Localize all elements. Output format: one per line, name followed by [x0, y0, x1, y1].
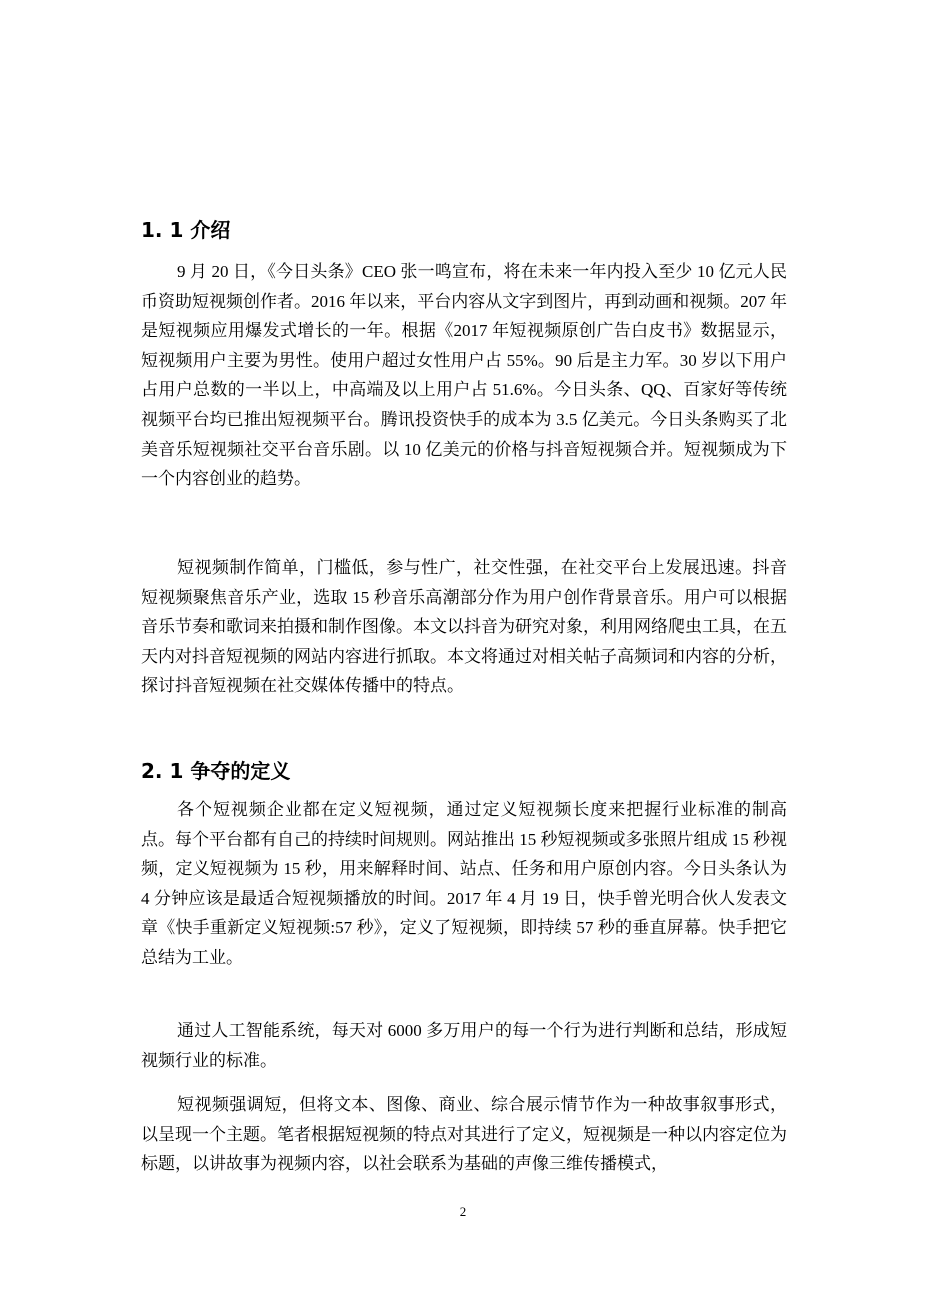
page-number: 2	[459, 1204, 467, 1219]
definition-paragraph-2: 通过人工智能系统，每天对 6000 多万用户的每一个行为进行判断和总结，形成短视频行业的标准。	[141, 1021, 787, 1070]
intro-paragraph-1: 9 月 20 日，《今日头条》CEO 张一鸣宣布，将在未来一年内投入至少 10 亿元人民币资助短视频创作者。2016 年以来，平台内容从文字到图片，再到动画和视频。207 年是短视频应用爆发式增长的一年。根据《2017 年短视频原创广告白皮书》数据显示，短视频用户主要为男性。使用户超过女性用户占 55%。90 后是主力军。30 岁以下用户占用户总数的一半以上，中高端及以上用户占 51.6%。今日头条、QQ、百家好等传统视频平台均已推出短视频平台。腾讯投资快手的成本为 3.5 亿美元。今日头条购买了北美音乐短视频社交平台音乐剧。以 10 亿美元的价格与抖音短视频合并。短视频成为下一个内容创业的趋势。	[141, 262, 787, 489]
intro-paragraph-2: 短视频制作简单，门槛低，参与性广，社交性强，在社交平台上发展迅速。抖音短视频聚焦音乐产业，选取 15 秒音乐高潮部分作为用户创作背景音乐。用户可以根据音乐节奏和歌词来拍摄和制作图像。本文以抖音为研究对象，利用网络爬虫工具，在五天内对抖音短视频的网站内容进行抓取。本文将通过对相关帖子高频词和内容的分析，探讨抖音短视频在社交媒体传播中的特点。	[141, 558, 787, 696]
section-heading-definition: 2. 1 争夺的定义	[141, 759, 291, 783]
section-heading-intro: 1. 1 介绍	[141, 218, 231, 242]
definition-paragraph-1: 各个短视频企业都在定义短视频，通过定义短视频长度来把握行业标准的制高点。每个平台都有自己的持续时间规则。网站推出 15 秒短视频或多张照片组成 15 秒视频，定义短视频为 15 秒，用来解释时间、站点、任务和用户原创内容。今日头条认为 4 分钟应该是最适合短视频播放的时间。2017 年 4 月 19 日，快手曾光明合伙人发表文章《快手重新定义短视频:57 秒》，定义了短视频，即持续 57 秒的垂直屏幕。快手把它总结为工业。	[141, 800, 787, 967]
definition-paragraph-3: 短视频强调短，但将文本、图像、商业、综合展示情节作为一种故事叙事形式，以呈现一个主题。笔者根据短视频的特点对其进行了定义，短视频是一种以内容定位为标题，以讲故事为视频内容，以社会联系为基础的声像三维传播模式，	[141, 1095, 787, 1174]
